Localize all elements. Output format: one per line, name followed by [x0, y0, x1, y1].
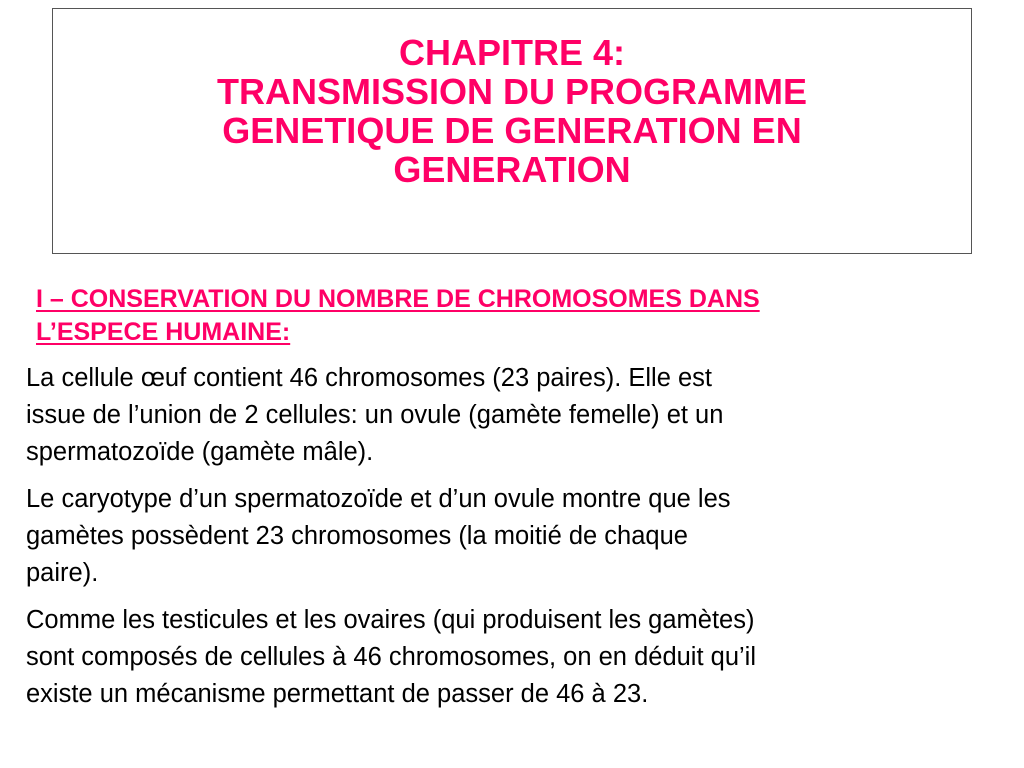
chapter-title-line: GENERATION: [393, 149, 631, 190]
chapter-title-line: GENETIQUE DE GENERATION EN: [222, 110, 802, 151]
paragraph-line: gamètes possèdent 23 chromosomes (la moitié de chaque: [26, 522, 688, 550]
paragraph: [26, 602, 1016, 713]
paragraph-line: La cellule œuf contient 46 chromosomes (23 paires). Elle est: [26, 364, 712, 392]
paragraph-line: Le caryotype d’un spermatozoïde et d’un ovule montre que les: [26, 485, 731, 513]
section-heading-line: L’ESPECE HUMAINE:: [36, 318, 291, 346]
paragraph-line: sont composés de cellules à 46 chromosomes, on en déduit qu’il: [26, 643, 756, 671]
paragraph: [26, 481, 1016, 592]
section-heading: [36, 283, 1024, 349]
paragraph-line: spermatozoïde (gamète mâle).: [26, 438, 374, 466]
chapter-title-line: TRANSMISSION DU PROGRAMME: [216, 71, 807, 112]
paragraph: [26, 360, 1016, 471]
chapter-title-box: [52, 8, 972, 254]
paragraph-line: existe un mécanisme permettant de passer de 46 à 23.: [26, 680, 649, 708]
section-heading-line: I – CONSERVATION DU NOMBRE DE CHROMOSOMES DANS: [36, 285, 760, 313]
body-text: [26, 360, 1016, 723]
paragraph-line: Comme les testicules et les ovaires (qui produisent les gamètes): [26, 606, 755, 634]
chapter-title-line: CHAPITRE 4:: [398, 32, 626, 73]
paragraph-line: paire).: [26, 559, 99, 587]
paragraph-line: issue de l’union de 2 cellules: un ovule (gamète femelle) et un: [26, 401, 724, 429]
